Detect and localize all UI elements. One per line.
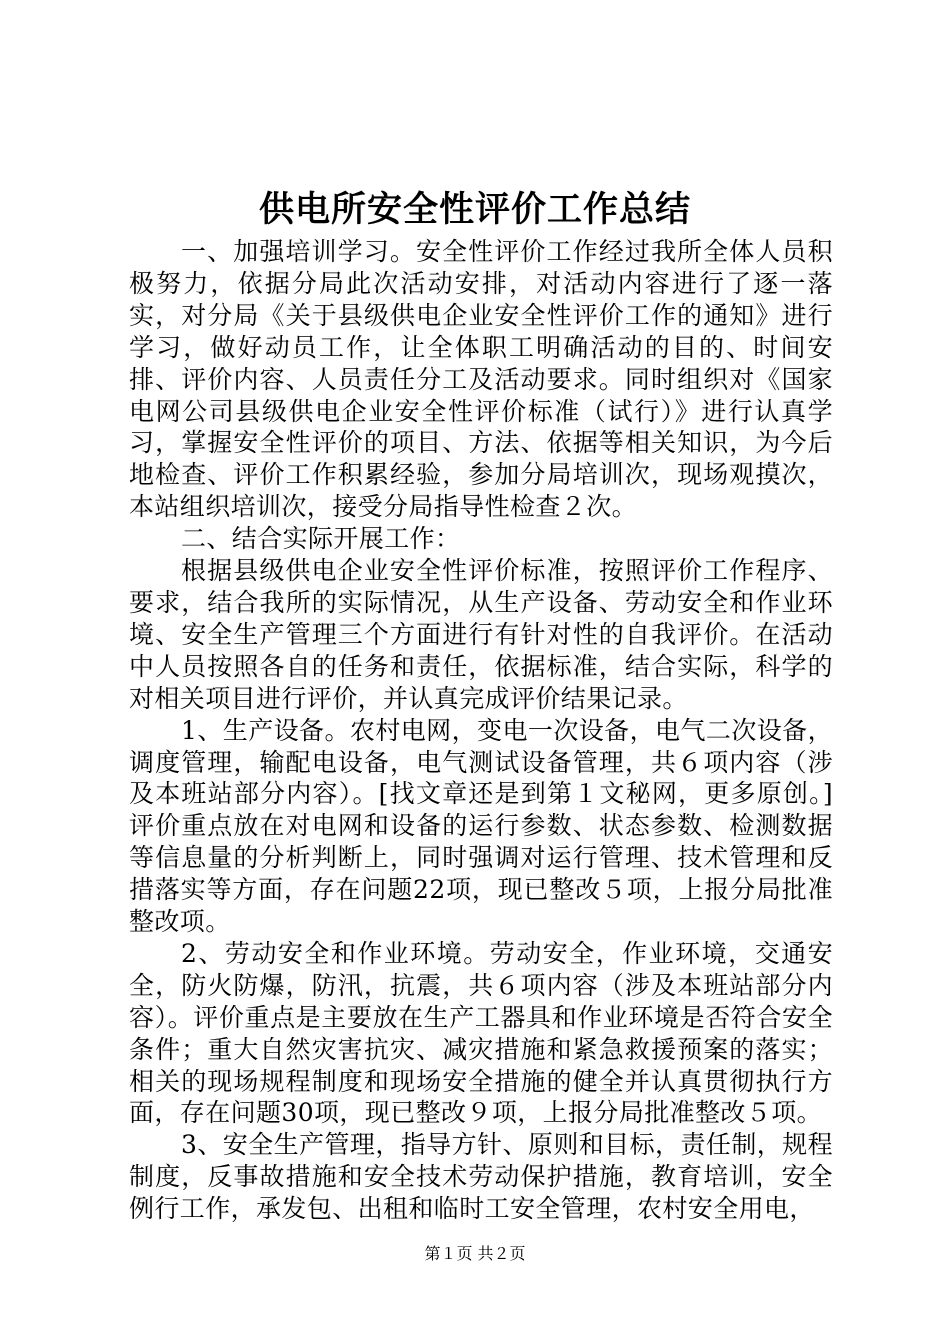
paragraph-safety-management: 3、安全生产管理，指导方针、原则和目标，责任制，规程制度，反事故措施和安全技术劳动保护措施，教育培训，安全例行工作，承发包、出租和临时工安全管理，农村安全用电， [129,1130,833,1224]
paragraph-labor-safety: 2、劳动安全和作业环境。劳动安全，作业环境，交通安全，防火防爆，防汛，抗震，共６项内容（涉及本班站部分内容）。评价重点是主要放在生产工器具和作业环境是否符合安全条件；重大自然灾害抗灾、减灾措施和紧急救援预案的落实；相关的现场规程制度和现场安全措施的健全并认真贯彻执行方面，存在问题30项，现已整改９项，上报分局批准整改５项。 [129,938,833,1128]
paragraph-production-equipment: 1、生产设备。农村电网，变电一次设备，电气二次设备，调度管理，输配电设备，电气测试设备管理，共６项内容（涉及本班站部分内容）。[找文章还是到第１文秘网，更多原创。]评价重点放在对电网和设备的运行参数、状态参数、检测数据等信息量的分析判断上，同时强调对运行管理、技术管理和反措落实等方面，存在问题22项，现已整改５项，上报分局批准整改项。 [129,715,833,937]
paragraph-training: 一、加强培训学习。安全性评价工作经过我所全体人员积极努力，依据分局此次活动安排，对活动内容进行了逐一落实，对分局《关于县级供电企业安全性评价工作的通知》进行学习，做好动员工作，让全体职工明确活动的目的、时间安排、评价内容、人员责任分工及活动要求。同时组织对《国家电网公司县级供电企业安全性评价标准（试行）》进行认真学习，掌握安全性评价的项目、方法、依据等相关知识，为今后地检查、评价工作积累经验，参加分局培训次，现场观摸次，本站组织培训次，接受分局指导性检查２次。 [129,237,833,522]
document-title: 供电所安全性评价工作总结 [258,189,691,230]
paragraph-evaluation-standard: 根据县级供电企业安全性评价标准，按照评价工作程序、要求，结合我所的实际情况，从生产设备、劳动安全和作业环境、安全生产管理三个方面进行有针对性的自我评价。在活动中人员按照各自的任务和责任，依据标准，结合实际，科学的对相关项目进行评价，并认真完成评价结果记录。 [129,556,833,713]
page-number-footer: 第１页 共２页 [424,1244,526,1263]
paragraph-section-two-heading: 二、结合实际开展工作： [181,524,461,554]
document-body [129,236,833,1225]
